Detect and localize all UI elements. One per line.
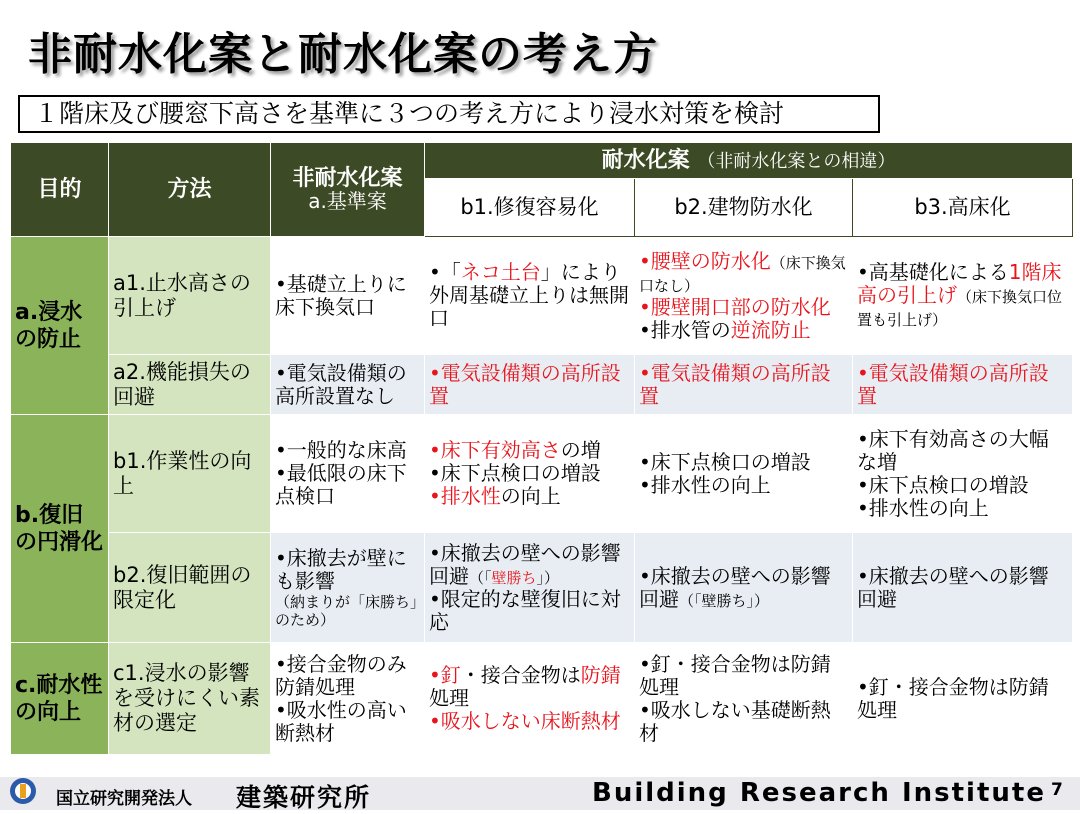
cell-b2-b3: •床撤去の壁への影響回避 <box>853 533 1073 643</box>
header-waterproof <box>425 143 1073 179</box>
text-red: 逆流防止 <box>730 317 811 342</box>
text-red: •吸水しない床断熱材 <box>429 709 621 733</box>
page-title: 非耐水化案と耐水化案の考え方 <box>28 29 658 80</box>
text: •床下点検口の増設 <box>639 449 811 474</box>
header-wp-note: （非耐水化案との相違） <box>697 150 896 172</box>
text-red: •床下有効高さ <box>429 438 561 462</box>
text: •吸水しない基礎断熱材 <box>639 697 831 745</box>
cell-a1-b2 <box>635 237 853 355</box>
cell-c1-base <box>271 643 425 755</box>
text-small: （「 <box>469 568 492 587</box>
text-small: （床下換気口なし） <box>639 253 846 295</box>
text: •床下点検口の増設 <box>857 472 1029 497</box>
text-small: （「壁勝ち」） <box>679 591 770 610</box>
header-non-waterproof <box>271 143 425 237</box>
text: 」により外周基礎立上りは無開口 <box>429 260 629 330</box>
text-red: •腰壁の防水化 <box>639 248 771 273</box>
text: •一般的な床高 <box>275 438 407 462</box>
cell-a2-base: •電気設備類の高所設置なし <box>271 355 425 415</box>
category-a: a.浸水の防止 <box>11 237 109 415</box>
org-english: Building Research Institute <box>592 778 1046 808</box>
page-number: 7 <box>1051 780 1063 800</box>
cell-b2-base <box>271 533 425 643</box>
text: •床撤去の壁への影響回避 <box>429 540 621 588</box>
text: •限定的な壁復旧に対応 <box>429 586 621 634</box>
text: •床撤去の壁への影響回避 <box>639 563 831 611</box>
text: •排水管の <box>639 317 731 342</box>
method-a1: a1.止水高さの引上げ <box>109 237 271 355</box>
cell-b1-b2 <box>635 415 853 533</box>
header-method: 方法 <box>109 143 271 237</box>
text-red: •腰壁開口部の防水化 <box>639 294 831 319</box>
text-red: •釘 <box>429 663 461 687</box>
text-red: ネコ土台 <box>460 260 541 284</box>
text: •「 <box>429 260 461 284</box>
text: •床下有効高さの大幅な増 <box>857 426 1049 474</box>
text: •排水性の向上 <box>857 495 989 520</box>
cell-a2-b2: •電気設備類の高所設置 <box>635 355 853 415</box>
text-red: 1階床高の引上げ <box>857 260 1062 307</box>
text: •床撤去が壁にも影響 <box>275 545 407 593</box>
text-red: 防錆 <box>580 663 621 687</box>
text: •釘・接合金物は防錆処理 <box>639 651 831 699</box>
cell-a1-b1 <box>425 237 635 355</box>
text-small: （床下換気口位置も引上げ） <box>857 288 1063 329</box>
text-red: 壁勝ち <box>491 568 537 587</box>
cell-a2-b1: •電気設備類の高所設置 <box>425 355 635 415</box>
page-subtitle: １階床及び腰窓下高さを基準に３つの考え方により浸水対策を検討 <box>18 95 880 133</box>
header-b1: b1.修復容易化 <box>425 179 635 237</box>
institute-logo-icon <box>8 776 38 806</box>
text: •床下点検口の増設 <box>429 461 601 485</box>
cell-c1-b2 <box>635 643 853 755</box>
cell-c1-b3: •釘・接合金物は防錆処理 <box>853 643 1073 755</box>
cell-b2-b2 <box>635 533 853 643</box>
text: •高基礎化による <box>857 260 1009 284</box>
method-b2: b2.復旧範囲の限定化 <box>109 533 271 643</box>
header-b2: b2.建物防水化 <box>635 179 853 237</box>
text-small: （納まりが「床勝ち」のため） <box>275 592 418 629</box>
text: •接合金物のみ防錆処理 <box>275 651 407 699</box>
category-b: b.復旧の円滑化 <box>11 415 109 643</box>
text-red: •排水性 <box>429 484 501 508</box>
text: •排水性の向上 <box>639 472 771 497</box>
text: の向上 <box>500 484 561 508</box>
text: •吸水性の高い断熱材 <box>275 697 407 745</box>
cell-a1-b3 <box>853 237 1073 355</box>
text: ・接合金物は <box>460 663 581 687</box>
method-c1: c1.浸水の影響を受けにくい素材の選定 <box>109 643 271 755</box>
cell-b1-base <box>271 415 425 533</box>
text: 処理 <box>429 686 469 710</box>
cell-a2-b3: •電気設備類の高所設置 <box>853 355 1073 415</box>
org-type: 国立研究開発法人 <box>56 789 192 809</box>
cell-b1-b1 <box>425 415 635 533</box>
header-non-title: 非耐水化案 <box>292 165 403 191</box>
method-a2: a2.機能損失の回避 <box>109 355 271 415</box>
header-purpose: 目的 <box>11 143 109 237</box>
cell-c1-b1 <box>425 643 635 755</box>
cell-b1-b3 <box>853 415 1073 533</box>
cell-b2-b1 <box>425 533 635 643</box>
header-b3: b3.高床化 <box>853 179 1073 237</box>
comparison-table <box>10 142 1073 755</box>
category-c: c.耐水性の向上 <box>11 643 109 755</box>
text: の増 <box>560 438 601 462</box>
text-small: 」） <box>536 568 560 587</box>
header-non-sub: a.基準案 <box>308 188 387 213</box>
method-b1: b1.作業性の向上 <box>109 415 271 533</box>
cell-a1-base: •基礎立上りに床下換気口 <box>271 237 425 355</box>
text: •最低限の床下点検口 <box>275 461 407 508</box>
org-name: 建築研究所 <box>236 783 372 812</box>
header-wp-title: 耐水化案 <box>601 147 690 173</box>
